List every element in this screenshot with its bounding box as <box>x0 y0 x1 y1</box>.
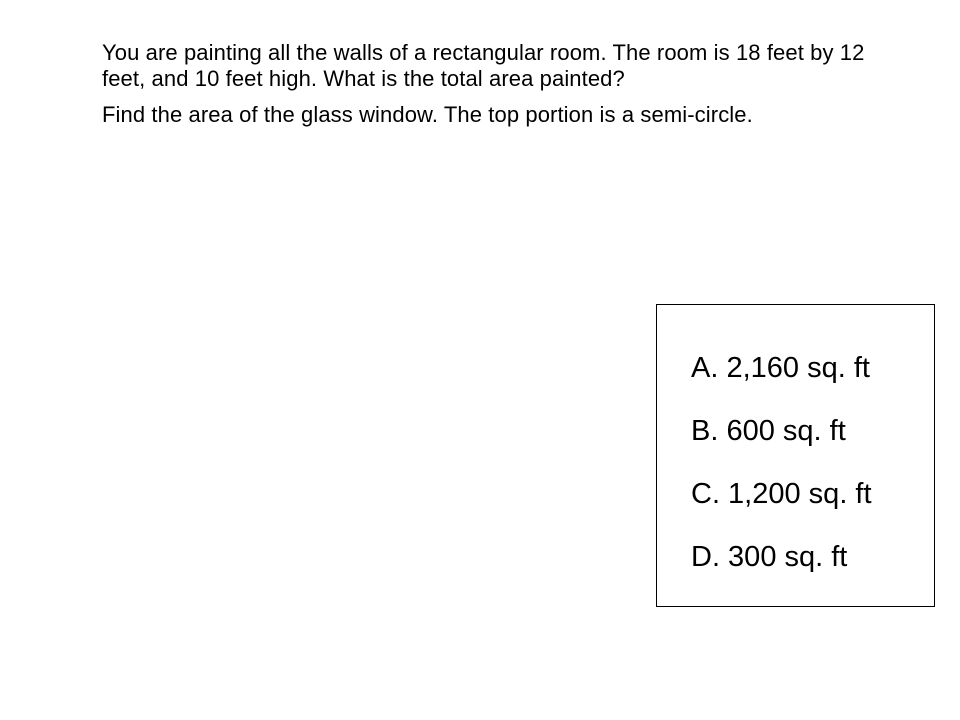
answer-choices-box <box>656 304 935 607</box>
answer-choices-list <box>691 351 872 574</box>
question-text-room-painting: You are painting all the walls of a rectangular room. The room is 18 feet by 12 feet, and 10 feet high. What is the total area painted? <box>102 40 865 91</box>
question-block <box>102 40 872 128</box>
answer-option-c[interactable]: C. 1,200 sq. ft <box>691 478 872 510</box>
answer-option-a[interactable]: A. 2,160 sq. ft <box>691 352 870 384</box>
answer-option-b[interactable]: B. 600 sq. ft <box>691 415 846 447</box>
question-text-window-area: Find the area of the glass window. The top portion is a semi-circle. <box>102 102 753 127</box>
answer-option-d[interactable]: D. 300 sq. ft <box>691 541 848 573</box>
